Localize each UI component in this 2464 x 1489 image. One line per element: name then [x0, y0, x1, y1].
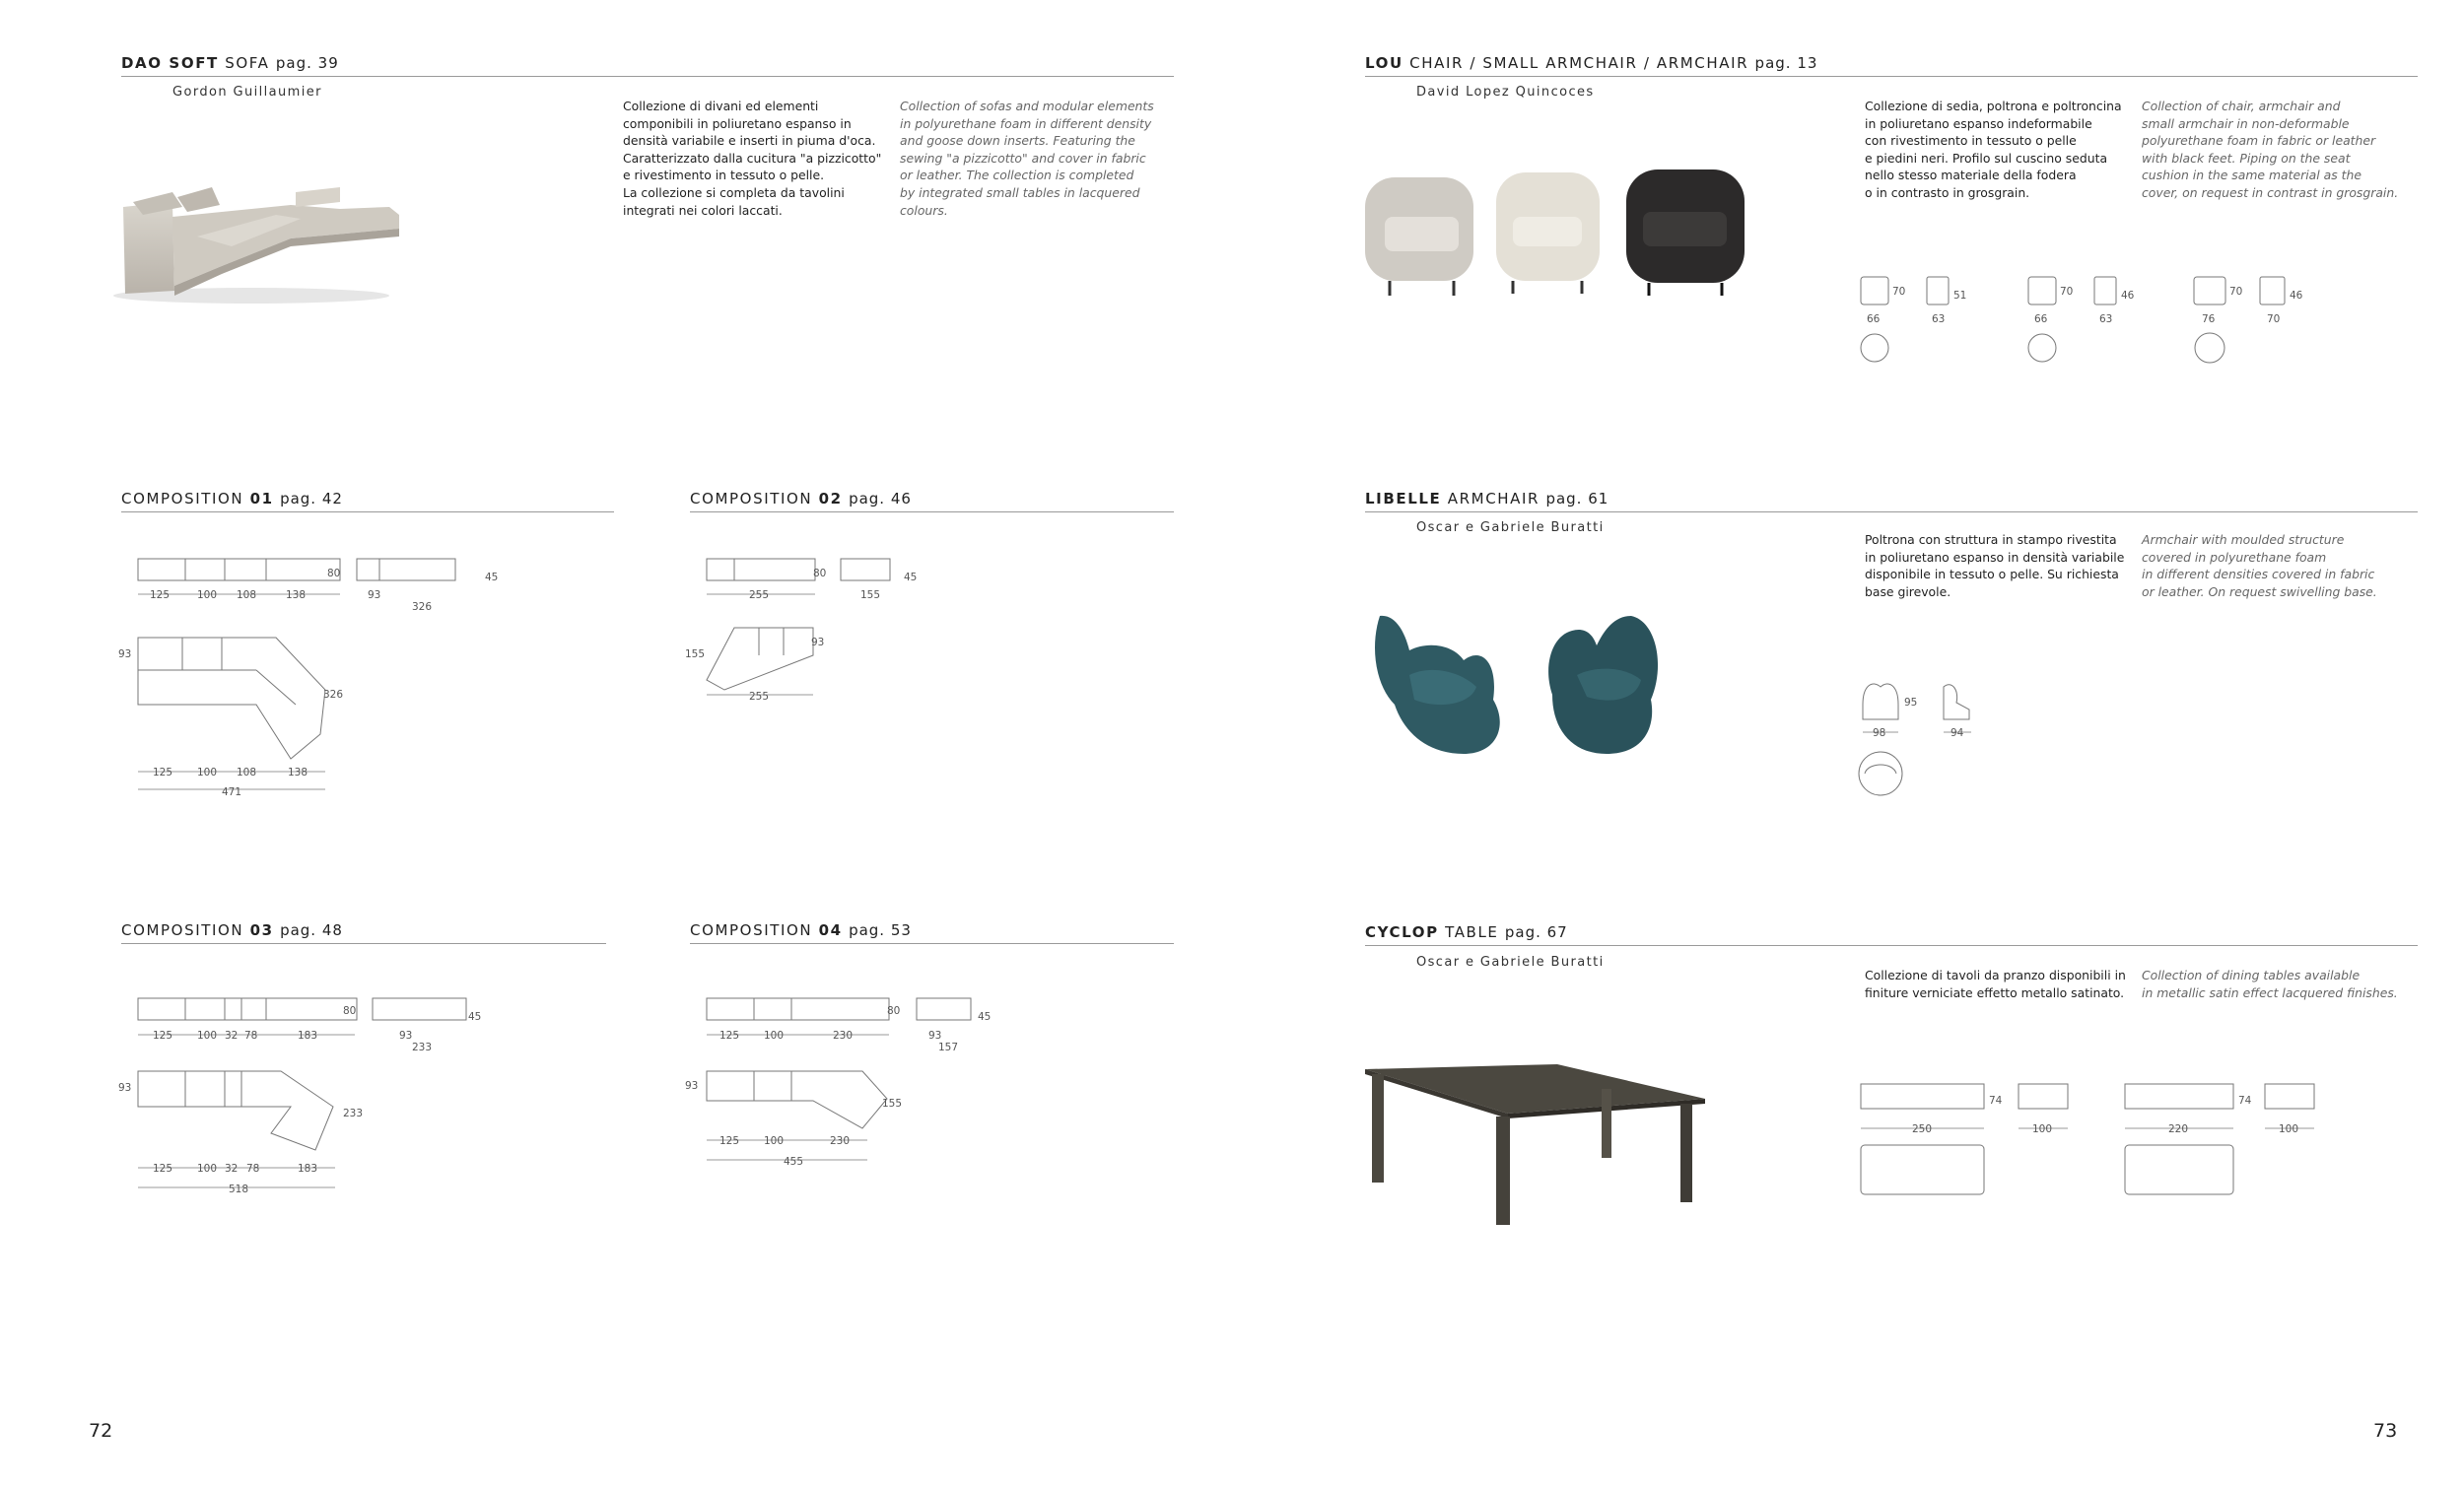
composition-03-rule	[121, 943, 606, 944]
c03-dim-corner-h: 93	[118, 1082, 132, 1094]
lou-type: CHAIR / SMALL ARMCHAIR / ARMCHAIR	[1409, 54, 1749, 72]
dao-soft-name: DAO SOFT	[121, 54, 219, 72]
composition-01-rule	[121, 511, 614, 512]
cyclop-t2-d: 100	[2279, 1123, 2299, 1135]
c04-dim-h: 80	[887, 1005, 901, 1017]
c03-dim-cd: 78	[246, 1163, 260, 1175]
cyclop-t2-w: 220	[2168, 1123, 2189, 1135]
dao-soft-rule	[121, 76, 1174, 77]
composition-03-label: COMPOSITION	[121, 921, 244, 939]
c03-dim-e: 183	[298, 1030, 318, 1042]
c04-dim-plan-h: 93	[685, 1080, 699, 1092]
composition-04-label: COMPOSITION	[690, 921, 813, 939]
c03-dim-ce: 183	[298, 1163, 318, 1175]
libelle-desc-en: Armchair with moulded structure covered in polyurethane foam in different densities covered in fabric or leather. On request swivelling base.	[2142, 532, 2377, 599]
cyclop-designer: Oscar e Gabriele Buratti	[1416, 955, 1605, 970]
composition-01-title	[121, 490, 343, 508]
c03-dim-corner-v: 233	[343, 1108, 364, 1119]
composition-02-label: COMPOSITION	[690, 490, 813, 508]
composition-03-title	[121, 921, 343, 939]
c03-dim-c: 32	[225, 1030, 239, 1042]
lou-drawing-1	[1861, 277, 1966, 362]
c03-dim-cc: 32	[225, 1163, 239, 1175]
cyclop-t1-d: 100	[2032, 1123, 2053, 1135]
c01-dim-cc: 108	[237, 767, 257, 778]
cyclop-t1-h: 74	[1989, 1095, 2003, 1107]
lou-rule	[1365, 76, 2418, 77]
lou-d3-h: 70	[2229, 286, 2243, 298]
c03-dim-cb: 100	[197, 1163, 218, 1175]
c04-dim-side: 93	[928, 1030, 942, 1042]
lou-d3-w: 76	[2202, 313, 2216, 325]
libelle-page-ref: pag. 61	[1545, 490, 1609, 508]
composition-02-page-ref: pag. 46	[849, 490, 912, 508]
dao-soft-desc-it: Collezione di divani ed elementi componibili in poliuretano espanso in densità variabile e inserti in piuma d'oca. Caratterizzato dalla cucitura "a pizzicotto" e rivestimento in tessuto o pelle. La collezione si completa da tavolini integrati nei colori laccati.	[623, 99, 882, 218]
libelle-armchairs-image	[1360, 606, 1695, 764]
composition-02-rule	[690, 511, 1174, 512]
lou-d1-side-h: 51	[1953, 290, 1967, 302]
c03-dim-b: 100	[197, 1030, 218, 1042]
lou-designer: David Lopez Quincoces	[1416, 85, 1595, 100]
lou-d3-d: 70	[2267, 313, 2281, 325]
libelle-name: LIBELLE	[1365, 490, 1442, 508]
c04-dim-side-total: 157	[938, 1042, 959, 1053]
right-page-number: 73	[2373, 1420, 2398, 1442]
c01-dim-corner-h: 93	[118, 648, 132, 660]
lou-desc-en: Collection of chair, armchair and small armchair in non-deformable polyurethane foam in fabric or leather with black feet. Piping on the seat cushion in the same material as the cover, on request in contrast in grosgrain.	[2142, 99, 2399, 200]
c03-dim-depth: 45	[468, 1011, 482, 1023]
c01-dim-c: 108	[237, 589, 257, 601]
c03-dim-d: 78	[244, 1030, 258, 1042]
c03-dim-total: 518	[229, 1184, 249, 1195]
cyclop-t1-w: 250	[1912, 1123, 1933, 1135]
composition-03-page-ref: pag. 48	[280, 921, 343, 939]
composition-03-drawing	[118, 990, 532, 1212]
lou-chairs-image	[1355, 158, 1769, 305]
lou-drawings	[1853, 271, 2365, 370]
composition-04-rule	[690, 943, 1174, 944]
cyclop-desc-it: Collezione di tavoli da pranzo disponibili in finiture verniciate effetto metallo satinato.	[1865, 968, 2126, 1000]
lou-drawing-3	[2194, 277, 2303, 363]
cyclop-title	[1365, 923, 1568, 941]
c04-dim-total: 455	[784, 1156, 804, 1168]
c02-dim-plan-h: 93	[811, 637, 825, 648]
libelle-dim-h: 95	[1904, 697, 1918, 709]
composition-01-label: COMPOSITION	[121, 490, 244, 508]
composition-04-title	[690, 921, 912, 939]
dao-soft-desc-en: Collection of sofas and modular elements in polyurethane foam in different density and goose down inserts. Featuring the sewing "a pizzicotto" and cover in fabric or leather. The collection is completed by integrated small tables in lacquered colours.	[900, 99, 1154, 218]
libelle-designer: Oscar e Gabriele Buratti	[1416, 520, 1605, 535]
libelle-dim-d: 94	[1951, 727, 1964, 739]
dao-soft-type: SOFA	[225, 54, 270, 72]
cyclop-drawing-2	[2125, 1084, 2314, 1194]
cyclop-t2-h: 74	[2238, 1095, 2252, 1107]
lou-d2-w: 66	[2034, 313, 2048, 325]
c01-dim-d: 138	[286, 589, 307, 601]
c01-dim-ca: 125	[153, 767, 173, 778]
lou-page-ref: pag. 13	[1754, 54, 1818, 72]
composition-03-number: 03	[249, 921, 274, 939]
composition-04-number: 04	[818, 921, 843, 939]
lou-d2-h: 70	[2060, 286, 2074, 298]
c04-dim-a: 125	[719, 1030, 740, 1042]
c01-dim-h: 80	[327, 568, 341, 579]
c03-dim-ca: 125	[153, 1163, 173, 1175]
libelle-dim-w: 98	[1873, 727, 1886, 739]
lou-desc-it: Collezione di sedia, poltrona e poltroncina in poliuretano espanso indeformabile con rivestimento in tessuto o pelle e piedini neri. Profilo sul cuscino seduta nello stesso materiale della fodera o in contrasto in grosgrain.	[1865, 99, 2122, 200]
composition-01-drawing	[118, 547, 513, 803]
c02-dim-plan-w: 255	[749, 691, 770, 703]
c01-dim-side: 93	[368, 589, 381, 601]
c01-dim-corner-v: 326	[323, 689, 344, 701]
lou-title	[1365, 54, 1817, 72]
composition-04-drawing	[685, 990, 1010, 1183]
cyclop-drawings	[1853, 1074, 2346, 1202]
dao-soft-designer: Gordon Guillaumier	[172, 85, 322, 100]
dao-soft-page-ref: pag. 39	[275, 54, 339, 72]
lou-d1-w: 66	[1867, 313, 1881, 325]
c02-dim-plan-side: 155	[685, 648, 706, 660]
composition-01-number: 01	[249, 490, 274, 508]
lou-d3-side-h: 46	[2290, 290, 2303, 302]
cyclop-type: TABLE	[1445, 923, 1499, 941]
libelle-title	[1365, 490, 1608, 508]
cyclop-table-image	[1360, 1059, 1735, 1232]
composition-02-title	[690, 490, 912, 508]
cyclop-desc-en: Collection of dining tables available in metallic satin effect lacquered finishes.	[2142, 968, 2398, 1000]
c04-dim-depth: 45	[978, 1011, 992, 1023]
c04-dim-plan-side: 155	[882, 1098, 903, 1110]
lou-d1-h: 70	[1892, 286, 1906, 298]
c01-dim-a: 125	[150, 589, 171, 601]
cyclop-name: CYCLOP	[1365, 923, 1439, 941]
lou-d2-side-h: 46	[2121, 290, 2135, 302]
c03-dim-a: 125	[153, 1030, 173, 1042]
c02-dim-w: 255	[749, 589, 770, 601]
lou-drawing-2	[2028, 277, 2135, 362]
libelle-type: ARMCHAIR	[1447, 490, 1540, 508]
libelle-rule	[1365, 511, 2418, 512]
cyclop-rule	[1365, 945, 2418, 946]
c01-dim-total: 471	[222, 786, 242, 798]
c01-dim-total-side: 326	[412, 601, 433, 613]
lou-d1-d: 63	[1932, 313, 1946, 325]
c04-dim-pc: 230	[830, 1135, 851, 1147]
composition-04-page-ref: pag. 53	[849, 921, 912, 939]
c01-dim-depth: 45	[485, 572, 499, 583]
lou-d2-d: 63	[2099, 313, 2113, 325]
c01-dim-cd: 138	[288, 767, 308, 778]
c02-dim-side: 155	[860, 589, 881, 601]
dao-soft-title	[121, 54, 339, 72]
composition-02-drawing	[685, 547, 981, 714]
c03-dim-side: 93	[399, 1030, 413, 1042]
libelle-desc-it: Poltrona con struttura in stampo rivestita in poliuretano espanso in densità variabile disponibile in tessuto o pelle. Su richiesta base girevole.	[1865, 532, 2125, 599]
c02-dim-h: 80	[813, 568, 827, 579]
c04-dim-c: 230	[833, 1030, 854, 1042]
cyclop-page-ref: pag. 67	[1504, 923, 1568, 941]
c03-dim-side-total: 233	[412, 1042, 433, 1053]
c01-dim-cb: 100	[197, 767, 218, 778]
c04-dim-pb: 100	[764, 1135, 785, 1147]
composition-01-page-ref: pag. 42	[280, 490, 343, 508]
c04-dim-pa: 125	[719, 1135, 740, 1147]
cyclop-drawing-1	[1861, 1084, 2068, 1194]
c03-dim-h: 80	[343, 1005, 357, 1017]
c02-dim-depth: 45	[904, 572, 918, 583]
c04-dim-b: 100	[764, 1030, 785, 1042]
lou-name: LOU	[1365, 54, 1403, 72]
left-page-number: 72	[89, 1420, 113, 1442]
composition-02-number: 02	[818, 490, 843, 508]
libelle-drawings	[1853, 675, 2011, 803]
c01-dim-b: 100	[197, 589, 218, 601]
dao-soft-sofa-image	[103, 148, 448, 315]
